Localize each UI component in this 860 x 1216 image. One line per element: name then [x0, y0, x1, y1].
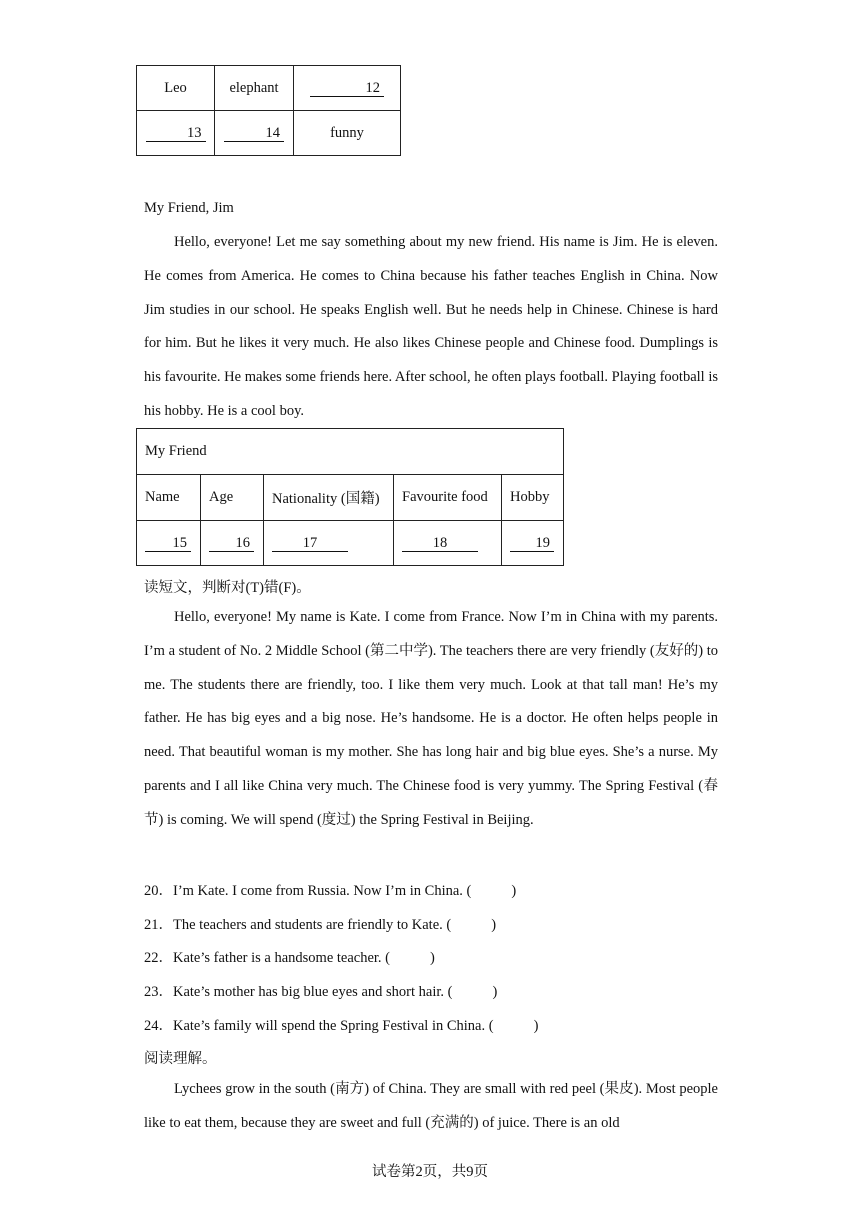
question-text: 21．The teachers and students are friendly to Kate. (: [144, 917, 452, 933]
table-header: Nationality (国籍): [264, 475, 394, 521]
table-header: Hobby: [502, 475, 564, 521]
question-22: [144, 946, 435, 967]
answer-table-2: [136, 428, 564, 566]
table-cell: [215, 111, 294, 156]
table-row: [137, 429, 564, 475]
table-row: [137, 521, 564, 566]
table-cell: [294, 66, 401, 111]
question-21: [144, 913, 496, 934]
table-header: Name: [137, 475, 201, 521]
table-cell: [264, 521, 394, 566]
passage-text: Lychees grow in the south (南方) of China. They are small with red peel (果皮). Most people like to eat them, because they are sweet and full (充满的) of juice. There is an old: [144, 1081, 718, 1131]
question-text: 20．I’m Kate. I come from Russia. Now I’m in China. (: [144, 883, 472, 899]
blank-14[interactable]: 14: [224, 125, 284, 142]
table-cell: [137, 521, 201, 566]
table-cell: [137, 111, 215, 156]
blank-18[interactable]: 18: [402, 535, 478, 552]
blank-12[interactable]: 12: [310, 80, 384, 97]
question-23: [144, 980, 497, 1001]
question-text: 22．Kate’s father is a handsome teacher. (: [144, 950, 391, 966]
page-footer: 试卷第2页，共9页: [372, 1164, 488, 1180]
table-row: [137, 111, 401, 156]
close-paren: ): [533, 1018, 539, 1034]
table-cell: [502, 521, 564, 566]
passage-text: Hello, everyone! My name is Kate. I come from France. Now I’m in China with my parents. I’m a student of No. 2 Middle School (第二中学). The teachers there are very friendly (友好的) to me. The students there are friendly, too. I like them very much. Look at that tall man! He’s my father. He has big eyes and a big nose. He’s handsome. He is a doctor. He often helps people in need. That beautiful woman is my mother. She has long hair and big blue eyes. She’s a nurse. My parents and I all like China very much. The Chinese food is very yummy. The Spring Festival (春节) is coming. We will spend (度过) the Spring Festival in Beijing.: [144, 609, 718, 828]
table-row: [137, 66, 401, 111]
close-paren: ): [492, 984, 498, 1000]
blank-16[interactable]: 16: [209, 535, 254, 552]
blank-17[interactable]: 17: [272, 535, 348, 552]
table-cell: Leo: [137, 66, 215, 111]
blank-13[interactable]: 13: [146, 125, 206, 142]
answer-table-1: [136, 65, 401, 156]
question-24: [144, 1014, 538, 1035]
question-text: 24．Kate’s family will spend the Spring Festival in China. (: [144, 1018, 494, 1034]
blank-19[interactable]: 19: [510, 535, 554, 552]
section-instruction: 阅读理解。: [144, 1051, 217, 1067]
close-paren: ): [491, 917, 497, 933]
question-20: [144, 879, 516, 900]
passage-text: Hello, everyone! Let me say something about my new friend. His name is Jim. He is eleven. He comes from America. He comes to China because his father teaches English in China. Now Jim studies in our school. He speaks English well. But he needs help in Chinese. Chinese is hard for him. But he likes it very much. He also likes Chinese people and Chinese food. Dumplings is his favourite. He makes some friends here. After school, he often plays football. Playing football is his hobby. He is a cool boy.: [144, 234, 718, 419]
table-cell: [394, 521, 502, 566]
table-header: Age: [201, 475, 264, 521]
table-title: My Friend: [137, 429, 564, 475]
table-header: Favourite food: [394, 475, 502, 521]
close-paren: ): [511, 883, 517, 899]
table-cell: elephant: [215, 66, 294, 111]
table-row: [137, 475, 564, 521]
passage-title: My Friend, Jim: [144, 200, 234, 216]
close-paren: ): [430, 950, 435, 966]
table-cell: funny: [294, 111, 401, 156]
table-cell: [201, 521, 264, 566]
blank-15[interactable]: 15: [145, 535, 191, 552]
question-text: 23．Kate’s mother has big blue eyes and short hair. (: [144, 984, 453, 1000]
section-instruction: 读短文，判断对(T)错(F)。: [144, 580, 311, 596]
